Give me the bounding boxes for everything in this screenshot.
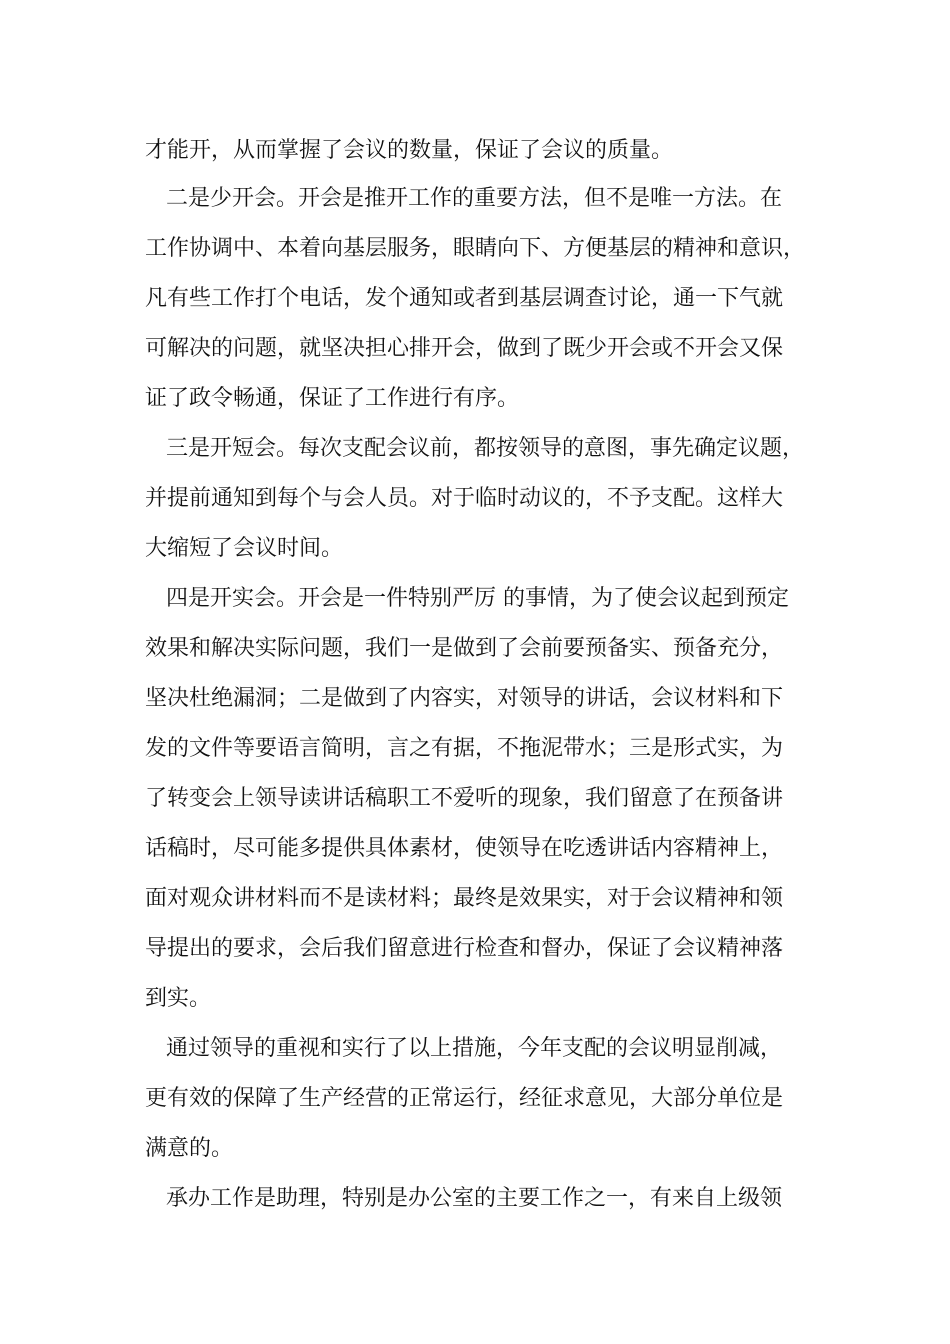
text-line: 二是少开会。开会是推开工作的重要方法，但不是唯一方法。在: [166, 186, 783, 211]
text-line: 满意的。: [145, 1136, 234, 1161]
text-line: 到实。: [145, 986, 212, 1011]
text-line: 四是开实会。开会是一件特别严厉 的事情，为了使会议起到预定: [166, 586, 789, 611]
text-line: 证了政令畅通，保证了工作进行有序。: [145, 386, 520, 411]
text-line: 效果和解决实际问题，我们一是做到了会前要预备实、预备充分，: [145, 636, 784, 661]
text-line: 坚决杜绝漏洞；二是做到了内容实，对领导的讲话，会议材料和下: [145, 686, 784, 711]
text-line: 承办工作是助理，特别是办公室的主要工作之一，有来自上级领: [166, 1186, 783, 1211]
text-line: 发的文件等要语言简明，言之有据，不拖泥带水；三是形式实，为: [145, 736, 784, 761]
text-line: 凡有些工作打个电话，发个通知或者到基层调查讨论，通一下气就: [145, 286, 784, 311]
text-line: 工作协调中、本着向基层服务，眼睛向下、方便基层的精神和意识，: [145, 236, 806, 261]
text-line: 话稿时，尽可能多提供具体素材，使领导在吃透讲话内容精神上，: [145, 836, 784, 861]
text-line: 才能开，从而掌握了会议的数量，保证了会议的质量。: [145, 138, 674, 163]
text-line: 大缩短了会议时间。: [145, 536, 344, 561]
text-line: 可解决的问题，就坚决担心排开会，做到了既少开会或不开会又保: [145, 336, 784, 361]
text-line: 更有效的保障了生产经营的正常运行，经征求意见，大部分单位是: [145, 1086, 784, 1111]
text-line: 通过领导的重视和实行了以上措施，今年支配的会议明显削减，: [166, 1036, 783, 1061]
text-line: 三是开短会。每次支配会议前，都按领导的意图，事先确定议题，: [166, 436, 805, 461]
text-line: 并提前通知到每个与会人员。对于临时动议的，不予支配。这样大: [145, 486, 784, 511]
text-line: 面对观众讲材料而不是读材料；最终是效果实，对于会议精神和领: [145, 886, 784, 911]
text-line: 导提出的要求，会后我们留意进行检查和督办，保证了会议精神落: [145, 936, 784, 961]
text-line: 了转变会上领导读讲话稿职工不爱听的现象，我们留意了在预备讲: [145, 786, 784, 811]
